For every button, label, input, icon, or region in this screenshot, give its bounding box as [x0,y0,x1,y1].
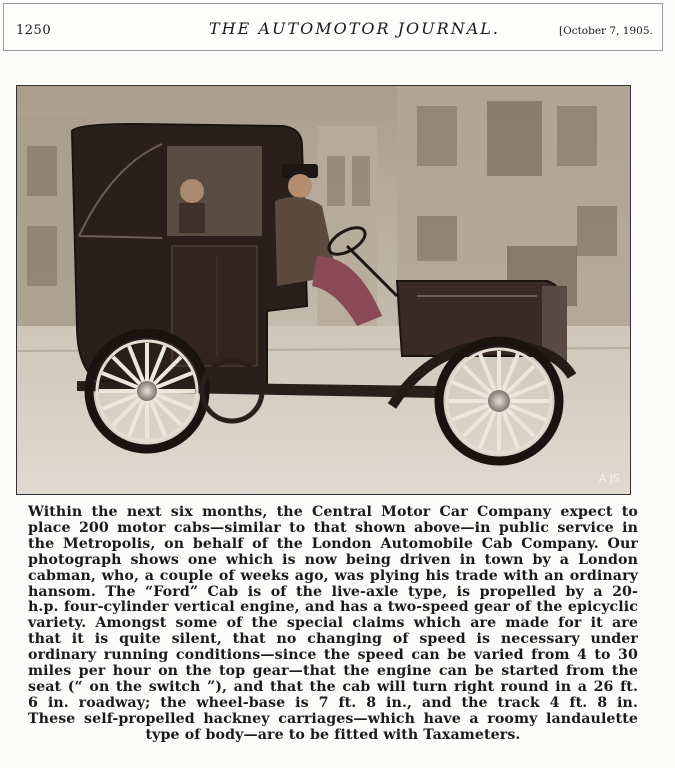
article-line: cabman, who, a couple of weeks ago, was plying his trade with an ordinary [28,567,638,584]
article-line: h.p. four-cylinder vertical engine, and has a two-speed gear of the epicyclic [28,599,638,616]
article-line: Within the next six months, the Central Motor Car Company expect to [28,504,638,520]
front-wheel [439,341,559,461]
article-line: that it is quite silent, that no changing of speed is necessary under [28,631,638,648]
article-line: the Metropolis, on behalf of the London Automobile Cab Company. Our [28,535,638,552]
article-line: miles per hour on the top gear—that the engine can be started from the [28,663,638,680]
article-line: ordinary running conditions—since the speed can be varied from 4 to 30 [28,647,638,664]
article-line: seat (“ on the switch ”), and that the cab will turn right round in a 26 ft. [28,678,638,695]
photo-monogram: A JS [598,472,620,485]
article-line: 6 in. roadway; the wheel-base is 7 ft. 8 in., and the track 4 ft. 8 in. [28,694,638,711]
article-line: type of body—are to be fitted with Taxameters. [145,726,521,743]
article-line: photograph shows one which is now being driven in town by a London [28,551,638,568]
motor-cab-photograph [16,85,631,495]
article-line: place 200 motor cabs—similar to that shown above—in public service in [28,519,638,536]
article-line: variety. Amongst some of the special claims which are made for it are [28,615,638,632]
rear-wheel [89,333,205,449]
page-header [3,3,663,51]
motor-cab-illustration [17,86,631,495]
journal-title: THE AUTOMOTOR JOURNAL. [209,19,500,38]
article-line: hansom. The “Ford” Cab is of the live-axle type, is propelled by a 20- [28,583,638,600]
article-line: These self-propelled hackney carriages—which have a roomy landaulette [28,710,638,727]
issue-date: [October 7, 1905. [559,25,653,37]
page-number: 1250 [16,23,52,38]
article-text [28,505,638,744]
